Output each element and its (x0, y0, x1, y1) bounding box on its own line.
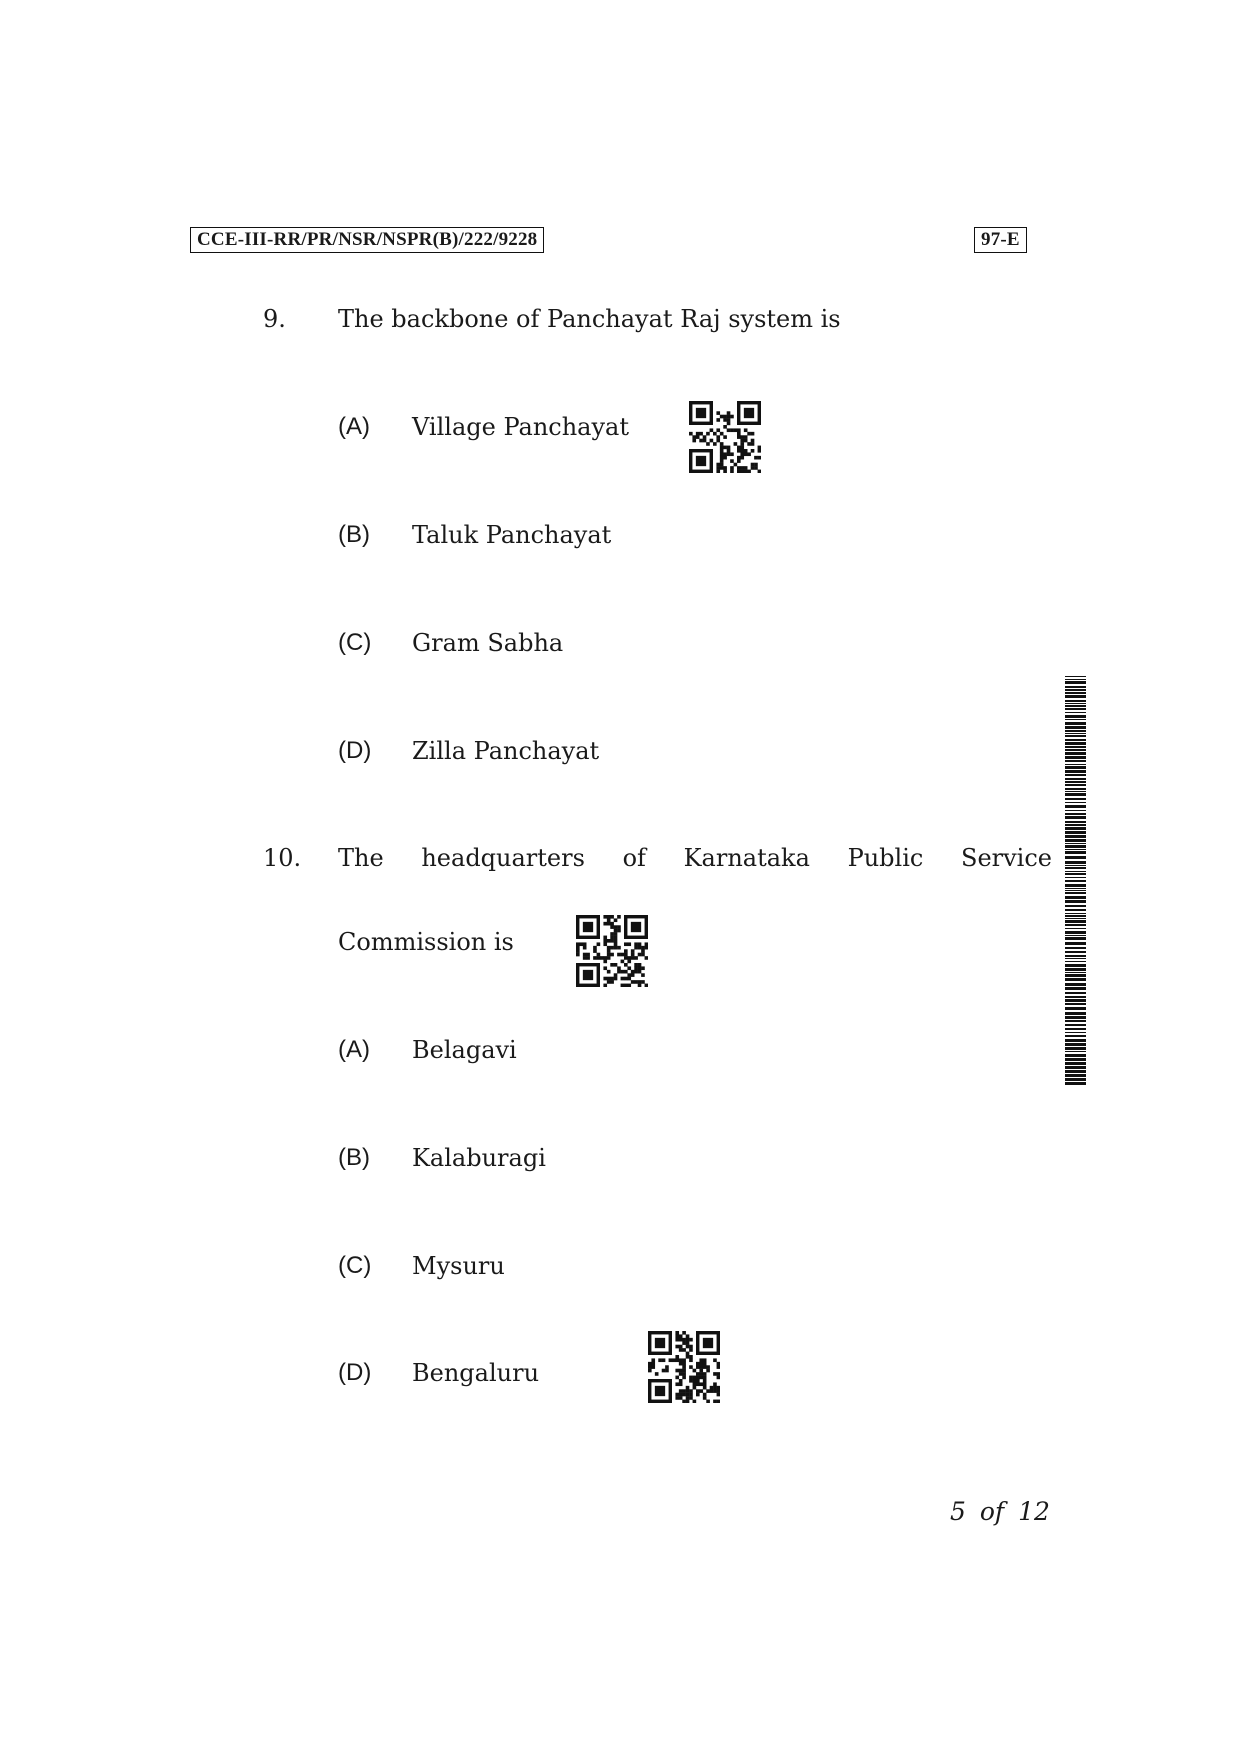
question-10-text-line2: Commission is (338, 928, 514, 956)
question-9-number: 9. (263, 305, 286, 333)
q9-option-a-text: Village Panchayat (412, 413, 629, 441)
q9-option-d-letter: (D) (338, 737, 372, 764)
question-9-text: The backbone of Panchayat Raj system is (338, 305, 841, 333)
q10-option-b-text: Kalaburagi (412, 1144, 546, 1172)
q10-word: headquarters (421, 844, 585, 872)
q9-option-b-letter: (B) (338, 521, 370, 548)
q10-option-a-letter: (A) (338, 1036, 370, 1063)
q10-word: The (338, 844, 384, 872)
q9-option-d-text: Zilla Panchayat (412, 737, 600, 765)
q9-option-c-text: Gram Sabha (412, 629, 564, 657)
version-code: 97-E (981, 229, 1020, 250)
q10-option-c-letter: (C) (338, 1252, 372, 1279)
qr-code-icon (689, 401, 761, 473)
q9-option-c-letter: (C) (338, 629, 372, 656)
q10-option-c-text: Mysuru (412, 1252, 505, 1280)
q9-option-a-letter: (A) (338, 413, 370, 440)
q10-option-a-text: Belagavi (412, 1036, 517, 1064)
q9-option-b-text: Taluk Panchayat (412, 521, 612, 549)
q10-word: Public (847, 844, 924, 872)
qr-code-icon (576, 915, 648, 987)
barcode-icon (1065, 676, 1086, 1086)
paper-code: CCE-III-RR/PR/NSR/NSPR(B)/222/9228 (197, 229, 538, 250)
paper-code-box (190, 227, 544, 253)
q10-option-d-letter: (D) (338, 1359, 372, 1386)
q10-word: of (622, 844, 646, 872)
qr-code-icon (648, 1331, 720, 1403)
page-number: 5 of 12 (950, 1497, 1050, 1526)
q10-word: Karnataka (683, 844, 810, 872)
q10-word: Service (961, 844, 1052, 872)
q10-option-d-text: Bengaluru (412, 1359, 540, 1387)
q10-option-b-letter: (B) (338, 1144, 370, 1171)
question-10-text-line1 (338, 843, 1052, 873)
question-10-number: 10. (263, 844, 302, 872)
version-box (974, 227, 1027, 253)
